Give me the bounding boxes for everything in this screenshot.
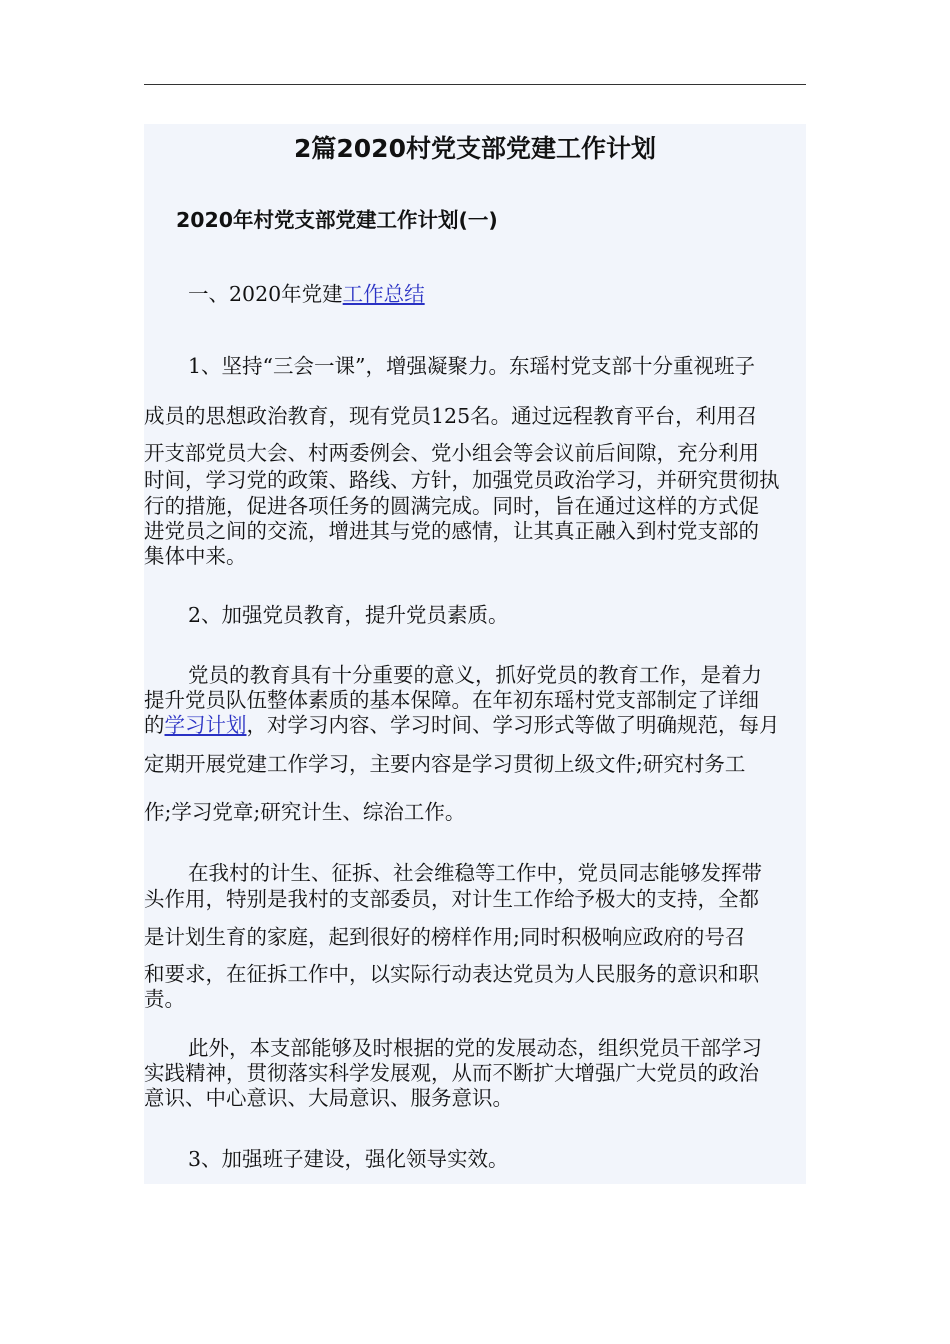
item1-line: 进党员之间的交流，增进其与党的感情，让其真正融入到村党支部的 (144, 519, 759, 543)
besides-para-line: 意识、中心意识、大局意识、服务意识。 (144, 1086, 513, 1110)
edu-para-line: 提升党员队伍整体素质的基本保障。在年初东瑶村党支部制定了详细 (144, 688, 759, 712)
item1-line: 开支部党员大会、村两委例会、党小组会等会议前后间隙，充分利用 (144, 441, 759, 465)
document-title: 2篇2020村党支部党建工作计划 (294, 134, 656, 163)
besides-para-line: 实践精神，贯彻落实科学发展观，从而不断扩大增强广大党员的政治 (144, 1061, 759, 1085)
study-plan-link[interactable]: 学习计划 (164, 713, 247, 737)
edu-para-text: ，对学习内容、学习时间、学习形式等做了明确规范，每月 (246, 713, 780, 737)
item2-heading: 2、加强党员教育，提升党员素质。 (188, 603, 509, 627)
item1-line: 行的措施，促进各项任务的圆满完成。同时，旨在通过这样的方式促 (144, 494, 759, 518)
edu-para-line (144, 713, 806, 737)
village-para-line: 责。 (144, 987, 185, 1011)
section-subtitle: 2020年村党支部党建工作计划(一) (176, 208, 498, 232)
item1-line: 时间，学习党的政策、路线、方针，加强党员政治学习，并研究贯彻执 (144, 468, 780, 492)
edu-para-line: 党员的教育具有十分重要的意义，抓好党员的教育工作，是着力 (188, 663, 762, 687)
item3-heading: 3、加强班子建设，强化领导实效。 (188, 1147, 509, 1171)
work-summary-link[interactable]: 工作总结 (342, 282, 425, 306)
edu-para-text: 的 (144, 713, 165, 737)
edu-para-line: 定期开展党建工作学习，主要内容是学习贯彻上级文件;研究村务工 (144, 752, 746, 776)
village-para-line: 头作用，特别是我村的支部委员，对计生工作给予极大的支持，全都 (144, 887, 759, 911)
village-para-line: 和要求，在征拆工作中，以实际行动表达党员为人民服务的意识和职 (144, 962, 759, 986)
village-para-line: 是计划生育的家庭，起到很好的榜样作用;同时积极响应政府的号召 (144, 925, 746, 949)
header-rule (144, 84, 806, 85)
section-heading-1 (144, 282, 806, 306)
village-para-line: 在我村的计生、征拆、社会维稳等工作中，党员同志能够发挥带 (188, 861, 762, 885)
item1-line: 1、坚持“三会一课”，增强凝聚力。东瑶村党支部十分重视班子 (188, 354, 756, 378)
item1-line: 成员的思想政治教育，现有党员125名。通过远程教育平台，利用召 (144, 404, 758, 428)
besides-para-line: 此外，本支部能够及时根据的党的发展动态，组织党员干部学习 (188, 1036, 762, 1060)
item1-line: 集体中来。 (144, 544, 247, 568)
edu-para-line: 作;学习党章;研究计生、综治工作。 (144, 800, 466, 824)
section-heading-1-text: 一、2020年党建 (188, 282, 343, 306)
